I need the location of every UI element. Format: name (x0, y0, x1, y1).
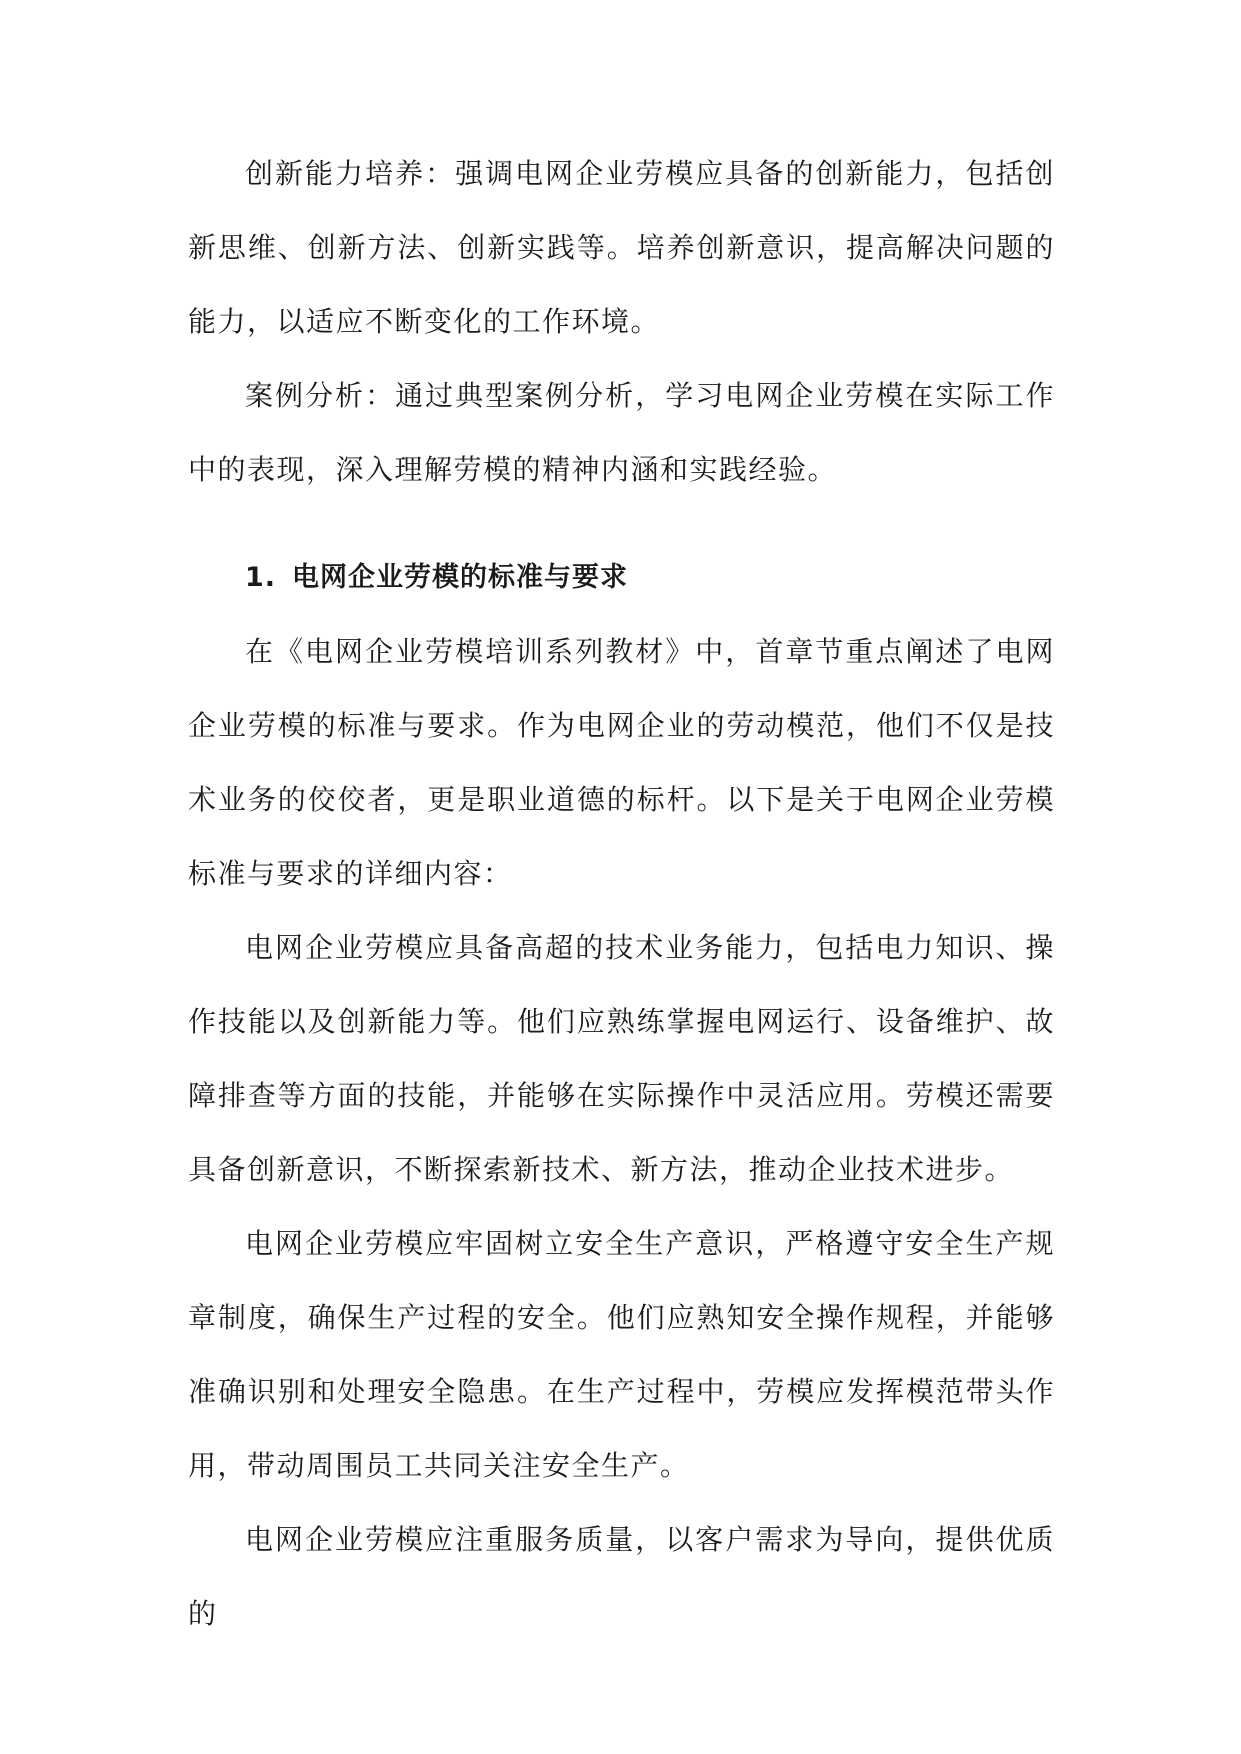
paragraph-technical-ability: 电网企业劳模应具备高超的技术业务能力，包括电力知识、操作技能以及创新能力等。他们应熟练掌握电网运行、设备维护、故障排查等方面的技能，并能够在实际操作中灵活应用。劳模还需要具备创新意识，不断探索新技术、新方法，推动企业技术进步。 (188, 931, 1055, 1186)
section-number: 1. (245, 562, 277, 593)
document-body (188, 137, 1055, 1651)
paragraph-case-analysis: 案例分析：通过典型案例分析，学习电网企业劳模在实际工作中的表现，深入理解劳模的精神内涵和实践经验。 (188, 379, 1055, 486)
paragraph-innovation: 创新能力培养：强调电网企业劳模应具备的创新能力，包括创新思维、创新方法、创新实践等。培养创新意识，提高解决问题的能力，以适应不断变化的工作环境。 (188, 157, 1055, 338)
section-heading (188, 541, 1055, 615)
paragraph-safety: 电网企业劳模应牢固树立安全生产意识，严格遵守安全生产规章制度，确保生产过程的安全。他们应熟知安全操作规程，并能够准确识别和处理安全隐患。在生产过程中，劳模应发挥模范带头作用，带动周围员工共同关注安全生产。 (188, 1227, 1055, 1482)
paragraph-service: 电网企业劳模应注重服务质量，以客户需求为导向，提供优质的 (188, 1523, 1055, 1630)
section-title: 电网企业劳模的标准与要求 (292, 562, 629, 593)
paragraph-intro: 在《电网企业劳模培训系列教材》中，首章节重点阐述了电网企业劳模的标准与要求。作为电网企业的劳动模范，他们不仅是技术业务的佼佼者，更是职业道德的标杆。以下是关于电网企业劳模标准与要求的详细内容： (188, 635, 1055, 890)
